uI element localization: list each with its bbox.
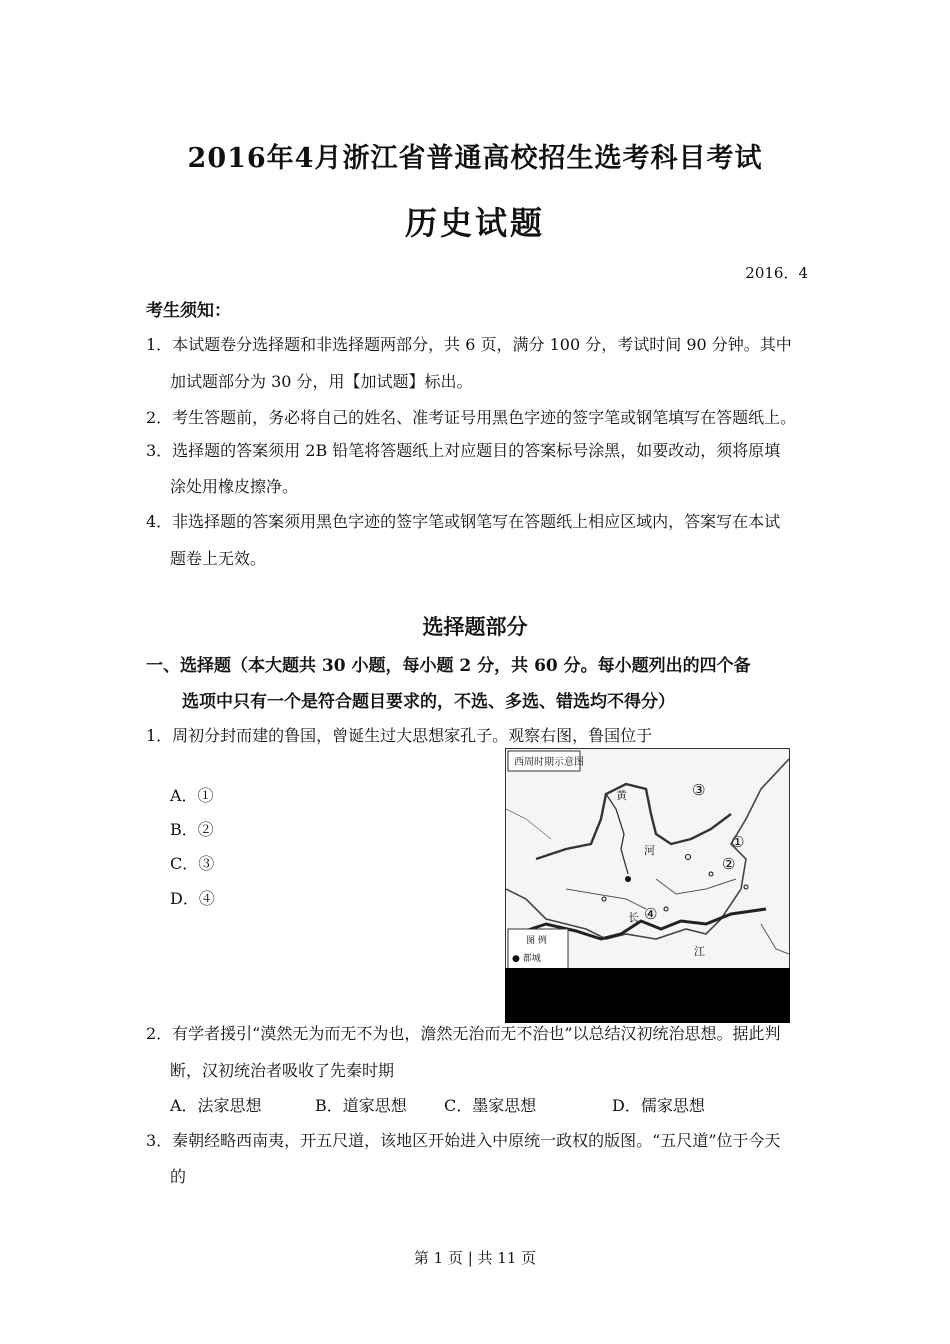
section-heading-line: 一、选择题（本大题共 30 小题，每小题 2 分，共 60 分。每小题列出的四个备 — [146, 656, 751, 676]
q1-option-c: C．③ — [170, 854, 215, 873]
notice-line: 2．考生答题前，务必将自己的姓名、准考证号用黑色字迹的签字笔或钢笔填写在答题纸上。 — [146, 408, 797, 427]
map-graphic — [506, 749, 789, 996]
q1-option-a: A．① — [170, 786, 214, 805]
map-marker-1: ① — [731, 833, 745, 851]
notice-line: 3．选择题的答案须用 2B 铅笔将答题纸上对应题目的答案标号涂黑，如要改动，须将原填 — [146, 441, 781, 460]
notice-heading: 考生须知： — [146, 301, 231, 321]
section-title: 选择题部分 — [422, 614, 528, 639]
q2-option-a: A．法家思想 — [170, 1096, 262, 1115]
section-heading-line: 选项中只有一个是符合题目要求的，不选、多选、错选均不得分） — [182, 692, 675, 712]
map-label-he: 河 — [644, 844, 655, 857]
question-3-stem: 3．秦朝经略西南夷，开五尺道，该地区开始进入中原统一政权的版图。“五尺道”位于今天 — [146, 1131, 781, 1150]
exam-date: 2016．4 — [745, 264, 808, 282]
notice-line: 加试题部分为 30 分，用【加试题】标出。 — [170, 372, 473, 391]
question-2-stem: 断，汉初统治者吸收了先秦时期 — [170, 1061, 395, 1080]
q2-option-d: D．儒家思想 — [612, 1096, 705, 1115]
map-label-huang: 黄 — [616, 789, 627, 802]
map-caption: 西周时期示意图 — [514, 757, 584, 768]
map-marker-2: ② — [722, 855, 736, 873]
q2-option-c: C．墨家思想 — [444, 1096, 537, 1115]
map-marker-3: ③ — [692, 781, 706, 799]
exam-title: 2016年4月浙江省普通高校招生选考科目考试 — [187, 143, 763, 174]
page-footer: 第 1 页 | 共 11 页 — [413, 1249, 537, 1267]
western-zhou-map — [505, 748, 790, 997]
map-legend-item: ● 都城 — [512, 954, 541, 964]
notice-line: 题卷上无效。 — [170, 549, 267, 568]
q1-option-b: B．② — [170, 820, 214, 839]
exam-subtitle: 历史试题 — [404, 204, 545, 242]
question-1-stem: 1．周初分封而建的鲁国，曾诞生过大思想家孔子。观察右图，鲁国位于 — [146, 726, 653, 745]
q2-option-b: B．道家思想 — [315, 1096, 407, 1115]
notice-line: 4．非选择题的答案须用黑色字迹的签字笔或钢笔写在答题纸上相应区域内，答案写在本试 — [146, 512, 781, 531]
redaction-bar — [505, 968, 790, 1023]
question-2-stem: 2．有学者援引“漠然无为而无不为也，澹然无治而无不治也”以总结汉初统治思想。据此判 — [146, 1024, 781, 1043]
notice-line: 涂处用橡皮擦净。 — [170, 477, 299, 496]
map-label-jiang: 江 — [694, 945, 705, 958]
question-3-stem: 的 — [170, 1167, 187, 1186]
q1-option-d: D．④ — [170, 889, 215, 908]
map-legend-title: 图 例 — [526, 936, 547, 946]
notice-line: 1．本试题卷分选择题和非选择题两部分，共 6 页，满分 100 分，考试时间 90 分钟。其中 — [146, 335, 792, 354]
map-marker-4: ④ — [644, 905, 658, 923]
map-label-chang: 长 — [628, 911, 639, 924]
